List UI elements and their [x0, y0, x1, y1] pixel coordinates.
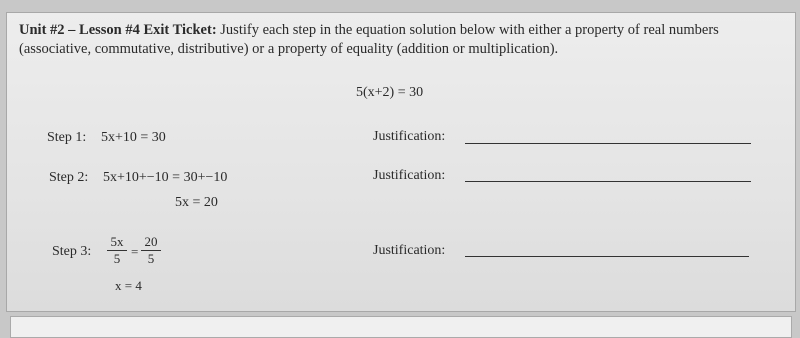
step-3-equals: = — [131, 244, 139, 259]
instructions-text: Justify each step in the equation solution below with either a property of real numbers (associative, commutative, distributive) or a property of equality (addition or multiplication). — [19, 22, 719, 57]
step-2-equation: 5x+10+−10 = 30+−10 — [103, 170, 228, 185]
step-3-left-numerator: 5x — [110, 234, 124, 249]
step-2-justification-label: Justification: — [373, 168, 446, 183]
step-2-result: 5x = 20 — [175, 195, 218, 210]
worksheet — [6, 12, 796, 312]
step-3-label: Step 3: — [52, 244, 92, 259]
instructions — [19, 21, 789, 59]
step-3-right-numerator: 20 — [144, 234, 158, 249]
step-1-equation: 5x+10 = 30 — [101, 130, 166, 145]
step-2-label: Step 2: — [49, 170, 89, 185]
main-equation: 5(x+2) = 30 — [356, 85, 424, 100]
answer-box[interactable] — [10, 316, 792, 338]
step-1-label: Step 1: — [47, 130, 87, 145]
exit-ticket-title: Unit #2 – Lesson #4 Exit Ticket: — [19, 22, 217, 38]
step-2-justification-blank[interactable] — [465, 181, 751, 182]
step-3-left-fraction — [107, 235, 127, 266]
step-3-justification-blank[interactable] — [465, 256, 749, 257]
step-1-justification-blank[interactable] — [465, 143, 751, 144]
step-3-result: x = 4 — [115, 278, 142, 293]
step-3-right-denominator: 5 — [147, 251, 155, 266]
step-3-justification-label: Justification: — [373, 243, 446, 258]
step-1-justification-label: Justification: — [373, 129, 446, 144]
step-3-left-denominator: 5 — [113, 251, 121, 266]
step-3-right-fraction — [141, 235, 161, 266]
